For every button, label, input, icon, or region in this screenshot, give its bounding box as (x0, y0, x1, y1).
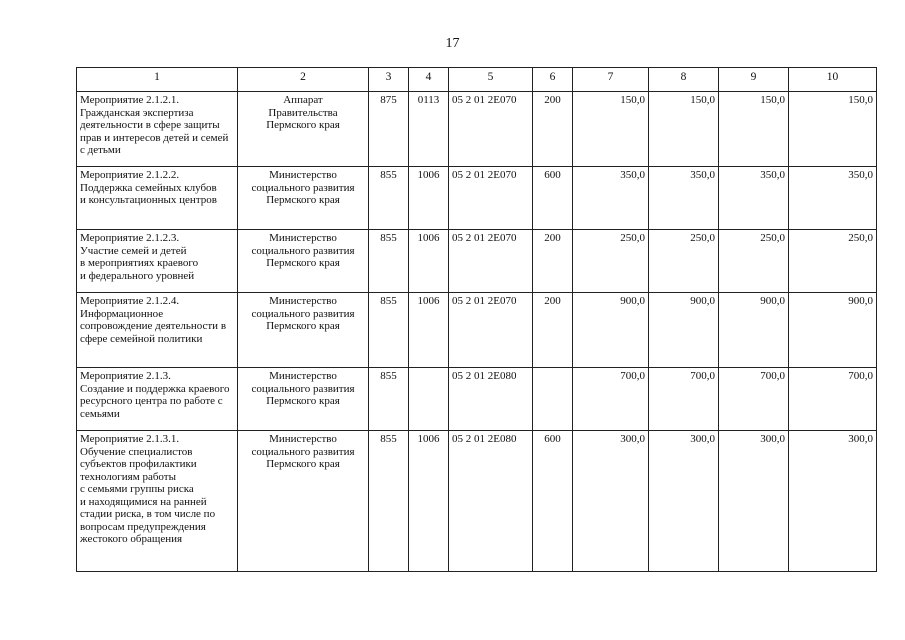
ministry-code-cell: 855 (369, 230, 409, 293)
amount-cell: 300,0 (649, 431, 719, 572)
target-article-cell: 05 2 01 2Е080 (449, 368, 533, 431)
section-code-cell: 1006 (409, 230, 449, 293)
amount-cell: 250,0 (789, 230, 877, 293)
table-row (77, 230, 877, 293)
amount-cell: 900,0 (789, 293, 877, 368)
amount-cell: 150,0 (719, 92, 789, 167)
expense-type-cell: 200 (533, 230, 573, 293)
activity-name-cell: Мероприятие 2.1.2.1. Гражданская экспертиза деятельности в сфере защиты прав и интересов детей и семей с детьми (77, 92, 238, 167)
table-row (77, 92, 877, 167)
activity-name-cell: Мероприятие 2.1.2.3. Участие семей и детей в мероприятиях краевого и федерального уровней (77, 230, 238, 293)
activity-name-cell: Мероприятие 2.1.3. Создание и поддержка краевого ресурсного центра по работе с семьями (77, 368, 238, 431)
amount-cell: 350,0 (649, 167, 719, 230)
activity-name-cell: Мероприятие 2.1.2.4. Информационное сопровождение деятельности в сфере семейной политики (77, 293, 238, 368)
amount-cell: 700,0 (789, 368, 877, 431)
amount-cell: 700,0 (719, 368, 789, 431)
ministry-code-cell: 855 (369, 431, 409, 572)
table-row (77, 431, 877, 572)
column-header: 3 (369, 68, 409, 92)
amount-cell: 350,0 (789, 167, 877, 230)
expense-type-cell: 200 (533, 92, 573, 167)
column-header: 2 (238, 68, 369, 92)
amount-cell: 150,0 (789, 92, 877, 167)
executor-cell: Министерство социального развития Пермского края (238, 293, 369, 368)
column-header: 6 (533, 68, 573, 92)
column-header: 8 (649, 68, 719, 92)
expense-type-cell (533, 368, 573, 431)
amount-cell: 250,0 (573, 230, 649, 293)
column-header: 7 (573, 68, 649, 92)
target-article-cell: 05 2 01 2Е070 (449, 293, 533, 368)
section-code-cell: 1006 (409, 293, 449, 368)
ministry-code-cell: 855 (369, 368, 409, 431)
executor-cell: Аппарат Правительства Пермского края (238, 92, 369, 167)
column-header: 10 (789, 68, 877, 92)
amount-cell: 300,0 (719, 431, 789, 572)
amount-cell: 300,0 (573, 431, 649, 572)
amount-cell: 250,0 (719, 230, 789, 293)
amount-cell: 700,0 (649, 368, 719, 431)
target-article-cell: 05 2 01 2Е070 (449, 92, 533, 167)
executor-cell: Министерство социального развития Пермского края (238, 230, 369, 293)
amount-cell: 350,0 (573, 167, 649, 230)
amount-cell: 150,0 (573, 92, 649, 167)
page-number: 17 (445, 36, 460, 51)
activity-name-cell: Мероприятие 2.1.2.2. Поддержка семейных клубов и консультационных центров (77, 167, 238, 230)
executor-cell: Министерство социального развития Пермского края (238, 431, 369, 572)
column-header: 5 (449, 68, 533, 92)
amount-cell: 250,0 (649, 230, 719, 293)
budget-table (76, 67, 877, 572)
column-header: 9 (719, 68, 789, 92)
activity-name-cell: Мероприятие 2.1.3.1. Обучение специалистов субъектов профилактики технологиям работы с семьями группы риска и находящимися на ранней стадии риска, в том числе по вопросам предупреждения жестокого обращения (77, 431, 238, 572)
target-article-cell: 05 2 01 2Е080 (449, 431, 533, 572)
header-row (77, 68, 877, 92)
amount-cell: 900,0 (719, 293, 789, 368)
expense-type-cell: 600 (533, 431, 573, 572)
column-header: 4 (409, 68, 449, 92)
target-article-cell: 05 2 01 2Е070 (449, 230, 533, 293)
amount-cell: 150,0 (649, 92, 719, 167)
section-code-cell: 1006 (409, 167, 449, 230)
amount-cell: 900,0 (573, 293, 649, 368)
amount-cell: 700,0 (573, 368, 649, 431)
executor-cell: Министерство социального развития Пермского края (238, 167, 369, 230)
expense-type-cell: 600 (533, 167, 573, 230)
ministry-code-cell: 855 (369, 167, 409, 230)
column-header: 1 (77, 68, 238, 92)
executor-cell: Министерство социального развития Пермского края (238, 368, 369, 431)
section-code-cell (409, 368, 449, 431)
amount-cell: 900,0 (649, 293, 719, 368)
section-code-cell: 1006 (409, 431, 449, 572)
section-code-cell: 0113 (409, 92, 449, 167)
ministry-code-cell: 855 (369, 293, 409, 368)
expense-type-cell: 200 (533, 293, 573, 368)
target-article-cell: 05 2 01 2Е070 (449, 167, 533, 230)
table-row (77, 167, 877, 230)
ministry-code-cell: 875 (369, 92, 409, 167)
amount-cell: 300,0 (789, 431, 877, 572)
table-row (77, 293, 877, 368)
amount-cell: 350,0 (719, 167, 789, 230)
table-row (77, 368, 877, 431)
